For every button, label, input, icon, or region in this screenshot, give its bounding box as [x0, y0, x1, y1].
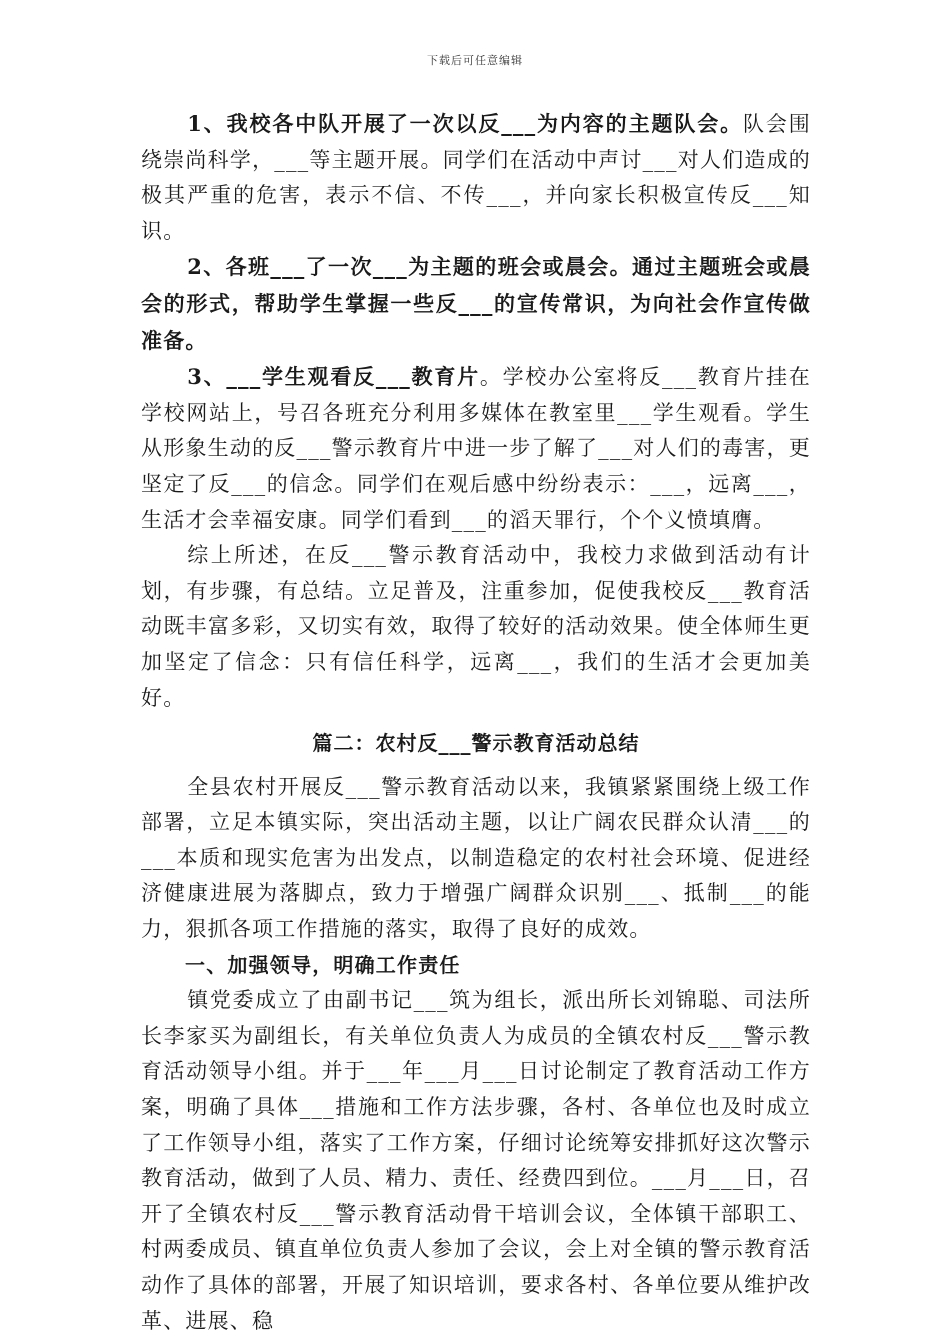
paragraph-item-3: [141, 359, 811, 538]
item-1-lead: 1、我校各中队开展了一次以反___为内容的主题队会。: [187, 111, 744, 136]
item-3-text: 。学校办公室将反___教育片挂在学校网站上，号召各班充分利用多媒体在教室里___学生观看。学生从形象生动的反___警示教育片中进一步了解了___对人们的毒害，更坚定了反___的信念。同学们在观后感中纷纷表示：___，远离___，生活才会幸福安康。同学们看到___的滔天罪行，个个义愤填膺。: [141, 365, 812, 532]
section-2-title: 篇二：农村反___警示教育活动总结: [312, 731, 640, 756]
section-2-body-1: 镇党委成立了由副书记___筑为组长，派出所长刘锦聪、司法所长李家买为副组长，有关单位负责人为成员的全镇农村反___警示教育活动领导小组。并于___年___月___日讨论制定了教育活动工作方案，明确了具体___措施和工作方法步骤，各村、各单位也及时成立了工作领导小组，落实了工作方案，仔细讨论统筹安排抓好这次警示教育活动，做到了人员、精力、责任、经费四到位。___月___日，召开了全镇农村反___警示教育活动骨干培训会议，全体镇干部职工、村两委成员、镇直单位负责人参加了会议，会上对全镇的警示教育活动作了具体的部署，开展了知识培训，要求各村、各单位要从维护改革、进展、稳: [141, 988, 811, 1333]
document-body: [141, 106, 811, 1339]
paragraph-summary: 综上所述，在反___警示教育活动中，我校力求做到活动有计划，有步骤，有总结。立足普及，注重参加，促使我校反___教育活动既丰富多彩，又切实有效，取得了较好的活动效果。使全体师生更加坚定了信念：只有信任科学，远离___，我们的生活才会更加美好。: [141, 543, 811, 710]
item-2-lead: 2、各班___了一次___为主题的班会或晨会。通过主题班会或晨会的形式，帮助学生掌握一些反___的宣传常识，为向社会作宣传做准备。: [141, 254, 811, 353]
section-2-subheading-1: 一、加强领导，明确工作责任: [185, 952, 461, 977]
paragraph-item-2: [141, 249, 811, 359]
paragraph-item-1: [141, 106, 811, 249]
item-1-text: 队会围绕崇尚科学，___等主题开展。同学们在活动中声讨___对人们造成的极其严重的危害，表示不信、不传___，并向家长积极宣传反___知识。: [141, 112, 811, 243]
section-2-intro: 全县农村开展反___警示教育活动以来，我镇紧紧围绕上级工作部署，立足本镇实际，突出活动主题，以让广阔农民群众认清___的___本质和现实危害为出发点，以制造稳定的农村社会环境、促进经济健康进展为落脚点，致力于增强广阔群众识别___、抵制___的能力，狠抓各项工作措施的落实，取得了良好的成效。: [141, 774, 811, 942]
page-header-note: 下载后可任意编辑: [427, 54, 523, 67]
item-3-lead: 3、___学生观看反___教育片: [187, 364, 480, 390]
